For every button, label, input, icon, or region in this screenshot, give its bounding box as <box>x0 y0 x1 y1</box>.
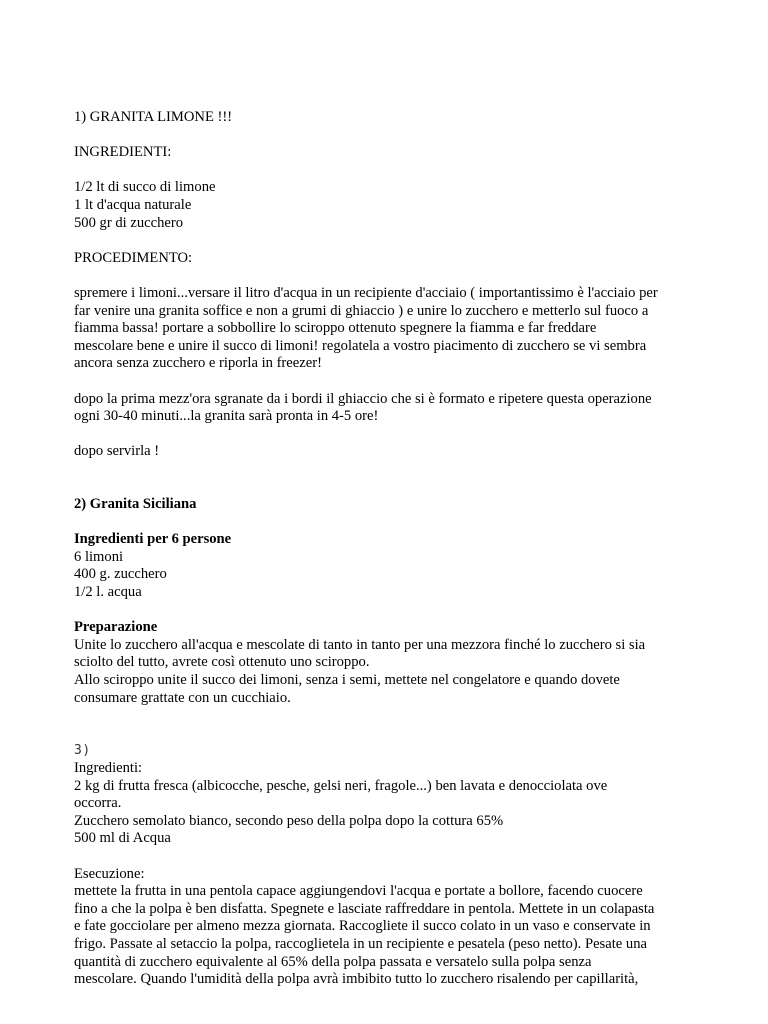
recipe-3-execution-heading: Esecuzione: <box>74 865 145 882</box>
recipe-2-preparation-heading: Preparazione <box>74 619 158 636</box>
recipe-3-execution-line: mescolare. Quando l'umidità della polpa avrà imbibito tutto lo zucchero risalendo per capillarità, <box>74 971 639 988</box>
recipe-2-title: 2) Granita Siciliana <box>74 496 197 513</box>
recipe-1-ingredient: 1 lt d'acqua naturale <box>74 196 192 213</box>
recipe-1-step-line: dopo la prima mezz'ora sgranate da i bordi il ghiaccio che si è formato e ripetere questa operazione <box>74 390 652 407</box>
recipe-3-ingredient-line: Zucchero semolato bianco, secondo peso della polpa dopo la cottura 65% <box>74 812 504 829</box>
recipe-1 <box>74 109 704 461</box>
recipe-2-preparation-line: Allo sciroppo unite il succo dei limoni, senza i semi, mettete nel congelatore e quando dovete <box>74 672 620 688</box>
recipe-1-procedure-line: far venire una granita soffice e non a grumi di ghiaccio ) e unire lo zucchero e metterlo sul fuoco a <box>74 302 649 319</box>
recipe-1-ingredient: 1/2 lt di succo di limone <box>74 179 216 196</box>
recipe-3-execution-line: quantità di zucchero equivalente al 65% della polpa passata e versatelo sulla polpa senza <box>74 953 592 970</box>
recipe-1-step-line: ogni 30-40 minuti...la granita sarà pronta in 4-5 ore! <box>74 408 379 425</box>
recipe-3-ingredients-heading: Ingredienti: <box>74 759 143 776</box>
recipe-1-serve: dopo servirla ! <box>74 443 160 460</box>
recipe-3-ingredient-line: 2 kg di frutta fresca (albicocche, pesche, gelsi neri, fragole...) ben lavata e denocciolata ove <box>74 777 608 794</box>
recipe-3-ingredient-line: 500 ml di Acqua <box>74 830 171 847</box>
recipe-2-preparation-line: sciolto del tutto, avrete così ottenuto uno sciroppo. <box>74 654 370 671</box>
recipe-3-ingredient-line: occorra. <box>74 795 122 812</box>
recipe-1-procedure-line: spremere i limoni...versare il litro d'acqua in un recipiente d'acciaio ( importantissimo è l'acciaio per <box>74 284 658 301</box>
recipe-3 <box>74 742 704 988</box>
recipe-1-procedure-line: fiamma bassa! portare a sobbollire lo sciroppo ottenuto spegnere la fiamma e far freddare <box>74 320 597 337</box>
recipe-1-procedure-heading: PROCEDIMENTO: <box>74 249 193 266</box>
recipe-3-execution-line: e fate gocciolare per almeno mezza giornata. Raccogliete il succo colato in un vaso e conservate in <box>74 918 651 935</box>
recipe-1-ingredients-heading: INGREDIENTI: <box>74 144 172 161</box>
recipe-3-number: 3) <box>74 743 91 759</box>
recipe-2-ingredient: 400 g. zucchero <box>74 566 167 583</box>
document-page <box>74 109 704 989</box>
recipe-1-procedure-line: ancora senza zucchero e riporla in freezer! <box>74 355 322 372</box>
recipe-3-execution-line: fino a che la polpa è ben disfatta. Spegnete e lasciate raffreddare in pentola. Mettete in un colapasta <box>74 900 655 917</box>
recipe-2-ingredient: 6 limoni <box>74 548 124 565</box>
recipe-1-ingredient: 500 gr di zucchero <box>74 214 184 231</box>
recipe-2-preparation-line: consumare grattate con un cucchiaio. <box>74 689 291 706</box>
recipe-2-ingredient: 1/2 l. acqua <box>74 584 142 601</box>
recipe-2-ingredients-heading: Ingredienti per 6 persone <box>74 531 232 548</box>
recipe-2-preparation-line: Unite lo zucchero all'acqua e mescolate di tanto in tanto per una mezzora finché lo zucchero si sia <box>74 636 646 653</box>
recipe-3-execution-line: mettete la frutta in una pentola capace aggiungendovi l'acqua e portate a bollore, facendo cuocere <box>74 883 643 900</box>
recipe-2 <box>74 496 704 707</box>
recipe-3-execution-line: frigo. Passate al setaccio la polpa, raccoglietela in un recipiente e pesatela (peso netto). Pesate una <box>74 935 647 952</box>
recipe-1-title: 1) GRANITA LIMONE !!! <box>74 109 233 125</box>
recipe-1-procedure-line: mescolare bene e unire il succo di limoni! regolatela a vostro piacimento di zucchero se vi sembra <box>74 337 647 354</box>
